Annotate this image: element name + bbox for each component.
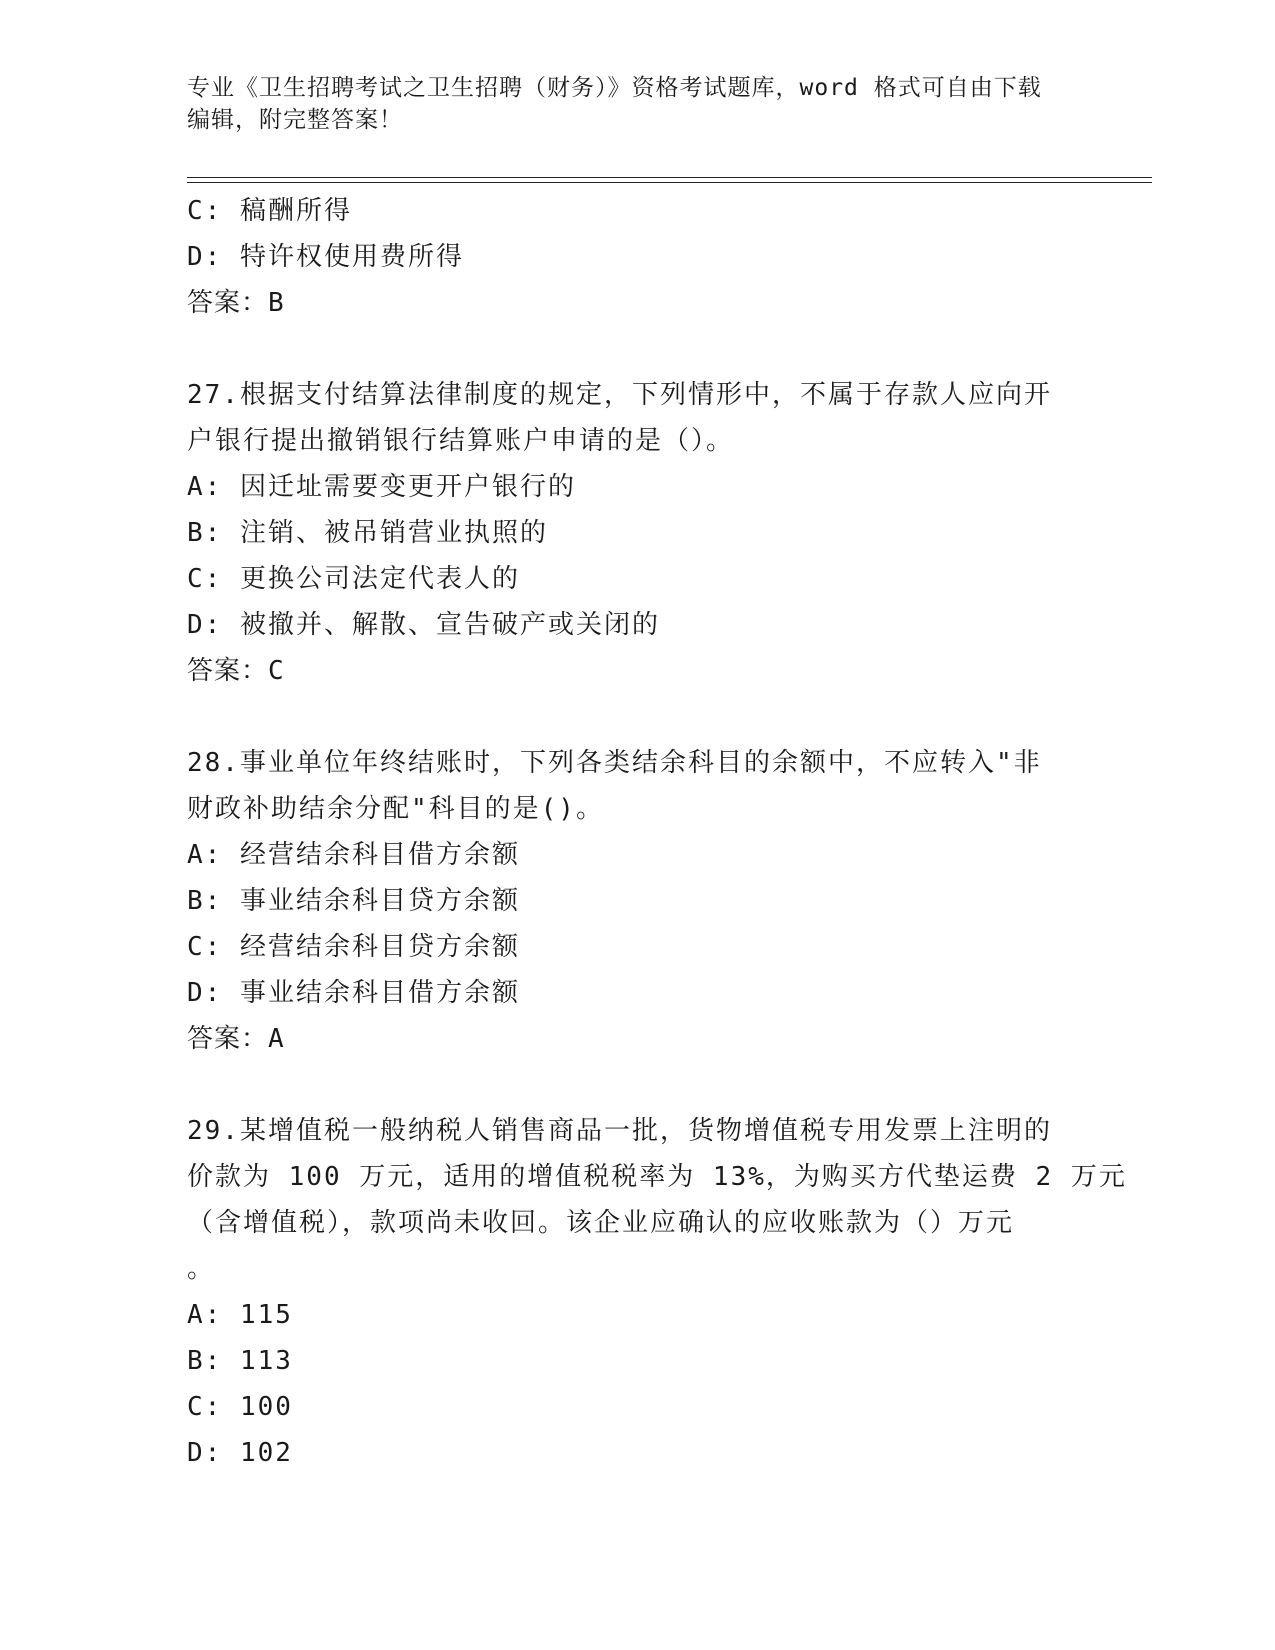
option-label: D: [187, 1438, 223, 1468]
header-divider-bottom [187, 182, 1152, 183]
option-text: 115 [239, 1300, 293, 1330]
prev-question [187, 188, 1087, 326]
answer-line: 答案：A [187, 1024, 285, 1054]
option-text: 因迁址需要变更开户银行的 [239, 472, 576, 502]
document-header [187, 72, 1077, 136]
stem-line: 。 [187, 1254, 216, 1284]
option-label: A: [187, 1300, 223, 1330]
option-label: A: [187, 472, 223, 502]
stem-line: 户银行提出撤销银行结算账户申请的是（）。 [187, 426, 735, 456]
option-d [187, 234, 1087, 280]
option-b [187, 1338, 1087, 1384]
option-a [187, 464, 1087, 510]
option-label: D: [187, 978, 223, 1008]
document-body [187, 188, 1127, 1476]
option-label: D: [187, 610, 223, 640]
answer-line: 答案：C [187, 656, 285, 686]
option-c [187, 924, 1087, 970]
stem-line: （含增值税），款项尚未收回。该企业应确认的应收账款为（）万元 [187, 1208, 1015, 1238]
option-b [187, 510, 1087, 556]
option-text: 事业结余科目借方余额 [239, 978, 520, 1008]
stem-line: 财政补助结余分配"科目的是()。 [187, 794, 604, 824]
option-text: 稿酬所得 [239, 196, 352, 226]
option-label: A: [187, 840, 223, 870]
option-text: 经营结余科目借方余额 [239, 840, 520, 870]
header-line-1: 专业《卫生招聘考试之卫生招聘（财务）》资格考试题库，word 格式可自由下载 [187, 75, 1042, 101]
option-label: C: [187, 1392, 223, 1422]
option-text: 经营结余科目贷方余额 [239, 932, 520, 962]
option-c [187, 188, 1087, 234]
option-label: B: [187, 518, 223, 548]
option-label: C: [187, 564, 223, 594]
option-label: C: [187, 932, 223, 962]
header-line-2: 编辑，附完整答案！ [187, 107, 403, 133]
stem-line: 价款为 100 万元，适用的增值税税率为 13%，为购买方代垫运费 2 万元 [187, 1162, 1127, 1192]
question-stem [187, 372, 1087, 464]
option-c [187, 1384, 1087, 1430]
option-d [187, 970, 1087, 1016]
question-29 [187, 1108, 1127, 1476]
option-text: 被撤并、解散、宣告破产或关闭的 [239, 610, 660, 640]
option-text: 102 [239, 1438, 293, 1468]
option-label: B: [187, 886, 223, 916]
answer-line: 答案：B [187, 288, 285, 318]
option-b [187, 878, 1087, 924]
option-d [187, 1430, 1087, 1476]
option-text: 更换公司法定代表人的 [239, 564, 520, 594]
question-28 [187, 740, 1087, 1062]
question-stem [187, 740, 1087, 832]
option-label: B: [187, 1346, 223, 1376]
option-text: 注销、被吊销营业执照的 [239, 518, 548, 548]
question-stem [187, 1108, 1127, 1292]
option-label: D: [187, 242, 223, 272]
option-c [187, 556, 1087, 602]
header-divider-top [187, 177, 1152, 178]
stem-line: 28.事业单位年终结账时，下列各类结余科目的余额中，不应转入"非 [187, 748, 1042, 778]
stem-line: 29.某增值税一般纳税人销售商品一批，货物增值税专用发票上注明的 [187, 1116, 1052, 1146]
question-27 [187, 372, 1087, 694]
option-text: 事业结余科目贷方余额 [239, 886, 520, 916]
option-a [187, 1292, 1087, 1338]
option-label: C: [187, 196, 223, 226]
option-text: 100 [239, 1392, 293, 1422]
option-d [187, 602, 1087, 648]
stem-line: 27.根据支付结算法律制度的规定，下列情形中，不属于存款人应向开 [187, 380, 1052, 410]
option-text: 113 [239, 1346, 293, 1376]
option-text: 特许权使用费所得 [239, 242, 464, 272]
option-a [187, 832, 1087, 878]
